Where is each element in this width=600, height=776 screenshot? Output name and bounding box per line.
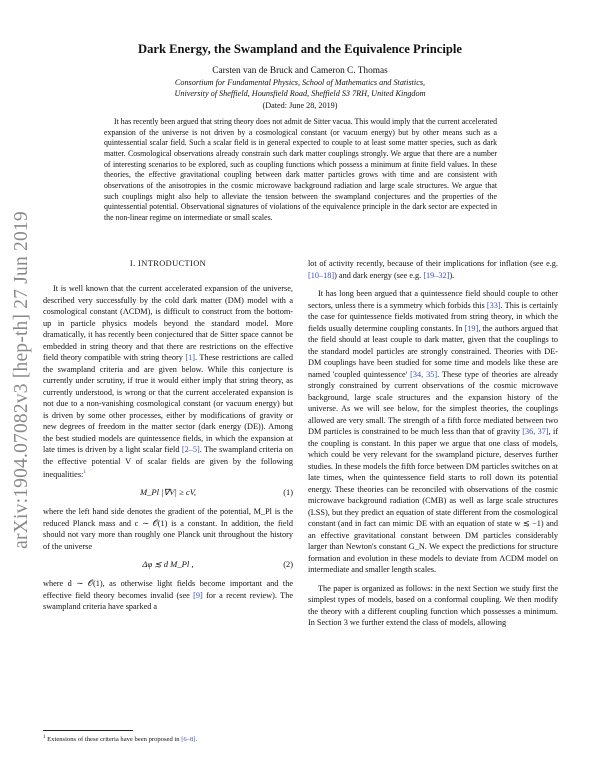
footnote-marker[interactable]: 1 — [83, 469, 87, 475]
paper-title: Dark Energy, the Swampland and the Equivalence Principle — [138, 42, 462, 56]
equation-1-body: M_Pl |∇V| ≥ cV, — [139, 487, 197, 498]
citation-link[interactable]: [36, 37] — [522, 427, 549, 436]
equation-1-number: (1) — [283, 488, 293, 498]
footnote-number: 1 — [43, 735, 46, 740]
equation-2 — [43, 552, 293, 578]
citation-link[interactable]: [2–5] — [181, 445, 200, 454]
affiliation — [80, 78, 520, 99]
equation-2-body: Δφ ≲ d M_Pl , — [142, 559, 194, 570]
right-paragraph-1: It has long been argued that a quintessence field should couple to other sectors, unless there is a symmetry which forbids this [33]. This is certainly the case for quintessence fields motivated from string theory, in which the fields usually determine coupling constants. In [19], the authors argued that the field should at least couple to dark matter, given that the couplings to the standard model particles are strongly constrained. Theories with DE-DM couplings have been studied for some time and models like these are named 'coupled quintessence' [34, 35]. These type of theories are already strongly constrained by current observations of the cosmic microwave background, large scale structures and the expansion history of the universe. As we will see below, for the simplest theories, the couplings allowed are very small. The strength of a fifth force mediated between two DM particles is constrained to be much less than that of gravity [36, 37], if the coupling is constant. In this paper we argue that one class of models, which could be very relevant for the swampland picture, deserves further studies. In these models the fifth force between DM particles switches on at late times, when the quintessence field starts to roll down its potential energy. These theories can be reconciled with observations of the cosmic microwave background radiation (CMB) as well as large scale structures (LSS), but they predict an equation of state different from the cosmological constant (and in fact can mimic DE with an equation of state w ≲ −1) and an effective gravitational constant between DM particles considerably larger than Newton's constant G_N. We expect the predictions for structure formation and evolution in these models to deviate from ΛCDM model on intermediate and smaller length scales. — [308, 289, 559, 574]
affiliation-line-1: Consortium for Fundamental Physics, School of Mathematics and Statistics, — [174, 78, 426, 87]
intro-paragraph-3: where d ∼ 𝒪(1), as otherwise light fields become important and the effective field theory becomes invalid (see [9] for a recent review). The swampland criteria have sparked a — [43, 579, 293, 612]
dated-line: (Dated: June 28, 2019) — [262, 101, 338, 110]
affiliation-line-2: University of Sheffield, Hounsfield Road, Sheffield S3 7RH, United Kingdom — [174, 88, 426, 98]
arxiv-stamp-text: arXiv:1904.07082v3 [hep-th] 27 Jun 2019 — [11, 211, 32, 549]
footnote: $^1$ Extensions of these criteria have been proposed in [6–8]. — [43, 735, 198, 744]
citation-link[interactable]: [19–32] — [423, 270, 450, 280]
left-column — [43, 283, 293, 613]
equation-1 — [43, 480, 293, 506]
intro-paragraph-1: It is well known that the current accelerated expansion of the universe, described very successfully by the cold dark matter (DM) model with a cosmological constant (ΛCDM), is difficult to construct from the bottom-up in particle physics models beyond the standard model. More dramatically, it has recently been conjectured that de Sitter space cannot be embedded in string theory and that there are restrictions on the effective field theory compatible with string theory [1]. These restrictions are called the swampland criteria and are given below. While this conjecture is currently under scrutiny, if true it would either imply that string theory, as currently understood, is wrong or that the current accelerated expansion is not due to a non-vanishing cosmological constant (or vacuum energy) but is driven by some other processes, either by modifications of gravity or new degrees of freedom in the matter sector (dark energy (DE)). Among the best studied models are quintessence fields, in which the expansion at late times is driven by a light scalar field [2–5]. The swampland criteria on the effective potential V of scalar fields are given by the following inequalities:$^1$ — [43, 284, 293, 479]
right-paragraph-0: lot of activity recently, because of their implications for inflation (see e.g. [10–18]) and dark energy (see e.g. [19–32]). — [308, 259, 558, 280]
right-column — [308, 258, 558, 629]
citation-link[interactable]: [1] — [185, 353, 195, 362]
section-heading-introduction: I. INTRODUCTION — [129, 259, 207, 268]
citation-link[interactable]: [6–8] — [181, 736, 196, 744]
right-paragraph-2: The paper is organized as follows: in the next Section we study first the simplest types of models, based on a conformal coupling. We then modify the theory with a different coupling function which possesses a minimum. In Section 3 we further extend the class of models, allowing — [308, 583, 558, 627]
arxiv-stamp — [6, 170, 38, 590]
paper-authors: Carsten van de Bruck and Cameron C. Thomas — [212, 66, 388, 76]
footnote-rule — [43, 730, 133, 731]
citation-link[interactable]: [19] — [464, 323, 479, 333]
intro-paragraph-2: where the left hand side denotes the gradient of the potential, M_Pl is the reduced Planck mass and c ∼ 𝒪(1) is a constant. In addition, the field should not vary more than roughly one Planck unit throughout the history of the universe — [43, 507, 293, 551]
citation-link[interactable]: [34, 35] — [410, 369, 438, 379]
equation-2-number: (2) — [283, 560, 293, 570]
abstract: It has recently been argued that string theory does not admit de Sitter vacua. This would imply that the current accelerated expansion of the universe is not driven by a cosmological constant (or vacuum energy) but by other means such as a quintessential scalar field. Such a scalar field is in general expected to couple to at least some matter species, such as dark matter. Cosmological observations already constrain such dark matter couplings strongly. We argue that there are a number of interesting scenarios to be explored, such as coupling functions which possess a minimum at finite field values. In these theories, the effective gravitational coupling between dark matter particles grows with time and are consistent with observations of the anisotropies in the cosmic microwave background radiation and large scale structures. We argue that such couplings might also help to alleviate the tension between the swampland conjectures and the properties of the quintessential potential. Observational signatures of violations of the equivalence principle in the dark sector are expected in the non-linear regime on intermediate or small scales. — [104, 117, 497, 222]
citation-link[interactable]: [10–18] — [308, 270, 335, 280]
citation-link[interactable]: [9] — [193, 590, 203, 600]
citation-link[interactable]: [33] — [486, 300, 501, 310]
